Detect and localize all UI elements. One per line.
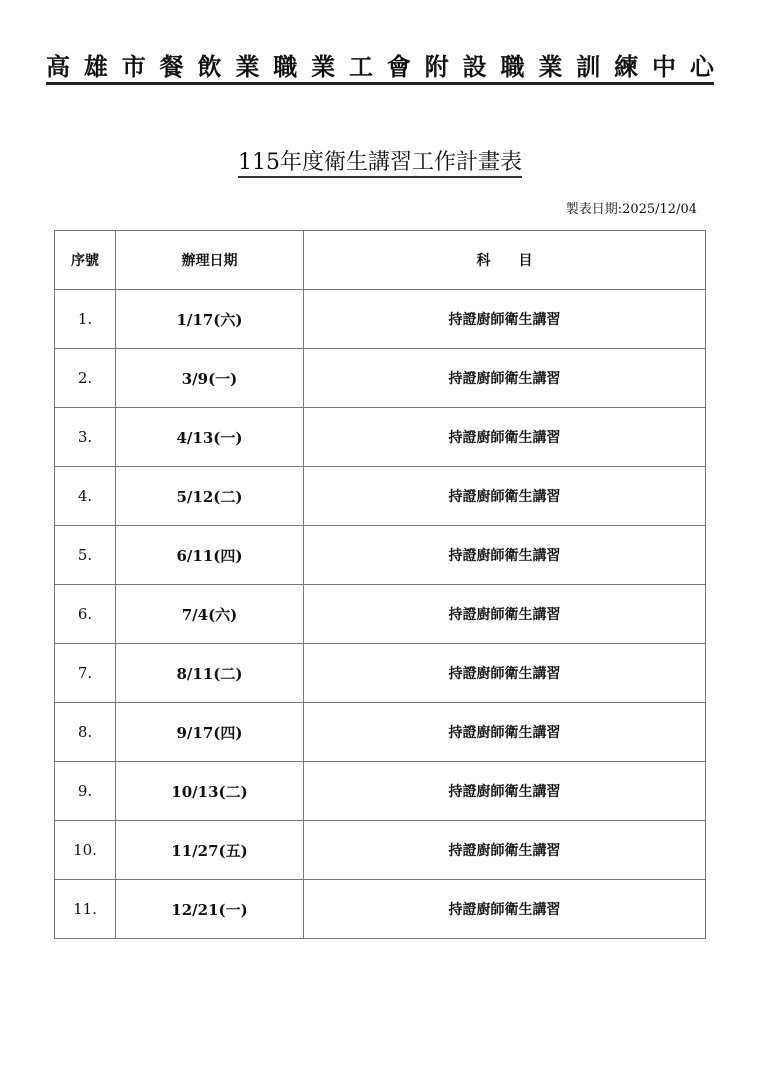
made-date: 製表日期:2025/12/04 bbox=[565, 202, 697, 217]
row-subject: 持證廚師衛生講習 bbox=[304, 821, 706, 880]
row-number: 6. bbox=[55, 585, 116, 644]
row-subject: 持證廚師衛生講習 bbox=[304, 290, 706, 349]
schedule-table bbox=[54, 230, 706, 939]
table-row bbox=[55, 821, 706, 880]
organization-char: 工 bbox=[349, 53, 373, 81]
row-subject: 持證廚師衛生講習 bbox=[304, 644, 706, 703]
table-row bbox=[55, 644, 706, 703]
row-subject: 持證廚師衛生講習 bbox=[304, 585, 706, 644]
row-number: 11. bbox=[55, 880, 116, 939]
organization-char: 附 bbox=[424, 53, 449, 81]
organization-char: 心 bbox=[689, 53, 714, 81]
row-number: 1. bbox=[55, 290, 116, 349]
row-subject: 持證廚師衛生講習 bbox=[304, 762, 706, 821]
row-number: 9. bbox=[55, 762, 116, 821]
header-subject: 科 目 bbox=[304, 231, 706, 290]
organization-char: 會 bbox=[386, 53, 411, 81]
row-subject: 持證廚師衛生講習 bbox=[304, 408, 706, 467]
row-number: 5. bbox=[55, 526, 116, 585]
row-number: 4. bbox=[55, 467, 116, 526]
document-title bbox=[0, 145, 760, 176]
organization-char: 飲 bbox=[197, 53, 222, 81]
header-date: 辦理日期 bbox=[116, 231, 304, 290]
organization-char: 職 bbox=[273, 53, 298, 81]
header-number: 序號 bbox=[55, 231, 116, 290]
row-number: 2. bbox=[55, 349, 116, 408]
row-date: 5/12(二) bbox=[116, 467, 304, 526]
row-subject: 持證廚師衛生講習 bbox=[304, 349, 706, 408]
organization-char: 業 bbox=[311, 53, 336, 81]
table-row bbox=[55, 467, 706, 526]
organization-char: 業 bbox=[235, 53, 260, 81]
row-date: 6/11(四) bbox=[116, 526, 304, 585]
row-number: 3. bbox=[55, 408, 116, 467]
organization-char: 高 bbox=[46, 53, 70, 81]
row-date: 12/21(一) bbox=[116, 880, 304, 939]
organization-char: 業 bbox=[538, 53, 563, 81]
table-row bbox=[55, 290, 706, 349]
table-row bbox=[55, 703, 706, 762]
organization-char: 訓 bbox=[576, 53, 601, 81]
organization-char: 職 bbox=[500, 53, 525, 81]
row-date: 8/11(二) bbox=[116, 644, 304, 703]
row-date: 3/9(一) bbox=[116, 349, 304, 408]
organization-char: 設 bbox=[462, 53, 487, 81]
table-row bbox=[55, 880, 706, 939]
row-subject: 持證廚師衛生講習 bbox=[304, 526, 706, 585]
organization-char: 餐 bbox=[159, 53, 184, 81]
row-subject: 持證廚師衛生講習 bbox=[304, 703, 706, 762]
table-header-row bbox=[55, 231, 706, 290]
organization-char: 市 bbox=[121, 53, 146, 81]
table-row bbox=[55, 349, 706, 408]
row-date: 1/17(六) bbox=[116, 290, 304, 349]
row-date: 4/13(一) bbox=[116, 408, 304, 467]
table-row bbox=[55, 526, 706, 585]
organization-char: 中 bbox=[652, 53, 676, 81]
table-row bbox=[55, 762, 706, 821]
organization-char: 練 bbox=[614, 53, 639, 81]
row-date: 7/4(六) bbox=[116, 585, 304, 644]
row-subject: 持證廚師衛生講習 bbox=[304, 467, 706, 526]
row-date: 11/27(五) bbox=[116, 821, 304, 880]
row-number: 10. bbox=[55, 821, 116, 880]
row-date: 9/17(四) bbox=[116, 703, 304, 762]
row-date: 10/13(二) bbox=[116, 762, 304, 821]
organization-header bbox=[46, 52, 714, 85]
organization-char: 雄 bbox=[83, 53, 108, 81]
row-subject: 持證廚師衛生講習 bbox=[304, 880, 706, 939]
row-number: 8. bbox=[55, 703, 116, 762]
row-number: 7. bbox=[55, 644, 116, 703]
table-row bbox=[55, 585, 706, 644]
document-title-text: 115年度衛生講習工作計畫表 bbox=[238, 150, 522, 178]
table-row bbox=[55, 408, 706, 467]
